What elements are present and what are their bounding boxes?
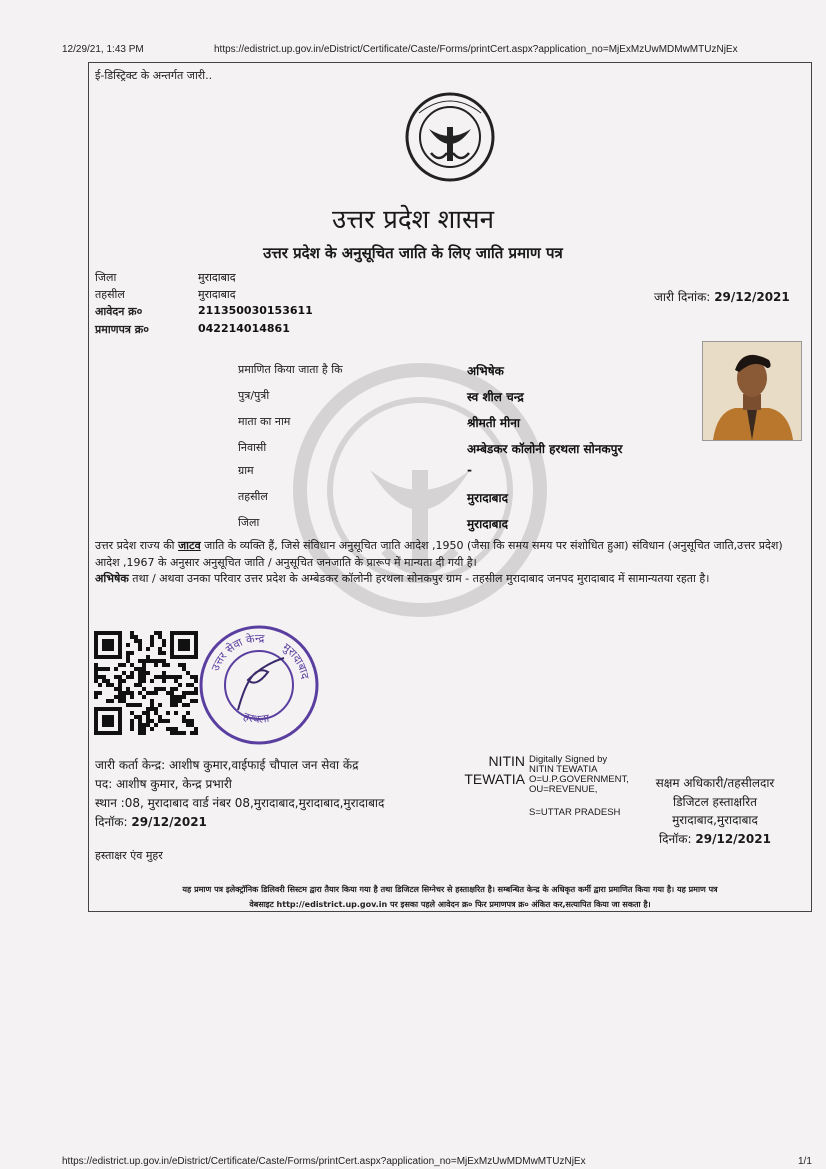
caste-name: जाटव bbox=[178, 539, 201, 552]
tehsil-label: तहसील bbox=[95, 288, 125, 301]
detail-value: मुरादाबाद bbox=[467, 517, 509, 531]
certificate-value: 042214014861 bbox=[198, 322, 290, 335]
authority-date-label: दिनॉक: bbox=[659, 831, 692, 846]
authority-signed: डिजिटल हस्ताक्षरित bbox=[673, 794, 757, 809]
application-value: 211350030153611 bbox=[198, 304, 313, 317]
print-datetime: 12/29/21, 1:43 PM bbox=[62, 44, 144, 55]
signature-line: O=U.P.GOVERNMENT, bbox=[529, 774, 629, 785]
applicant-photo bbox=[702, 341, 802, 441]
paragraph-text-2: जाति के व्यक्ति हैं, जिसे संविधान अनुसूचित जाति आदेश ,1950 (जैसा कि समय समय पर संशोधित हुआ) संविधान (अनुसूचित जाति,उत्तर प्रदेश) आदेश ,1967 के अनुसार अनुसूचित जाति / अनुसूचित जनजाति के प्रारूप में मान्यता दी गयी है। bbox=[95, 539, 783, 569]
print-url: https://edistrict.up.gov.in/eDistrict/Certificate/Caste/Forms/printCert.aspx?application_no=MjExMzUwMDMwMTUzNjEx bbox=[214, 44, 738, 55]
heading-sub: उत्तर प्रदेश के अनुसूचित जाति के लिए जाति प्रमाण पत्र bbox=[263, 244, 563, 262]
print-page-number: 1/1 bbox=[798, 1156, 812, 1167]
authority-place: मुरादाबाद,मुरादाबाद bbox=[672, 813, 758, 827]
issuer-place: स्थान :08, मुरादाबाद वार्ड नंबर 08,मुरादाबाद,मुरादाबाद,मुरादाबाद bbox=[95, 796, 385, 810]
issuer-centre: जारी कर्ता केन्द्र: आशीष कुमार,वाईफाई चौपाल जन सेवा केंद्र bbox=[95, 758, 359, 772]
footer-note-line-2: वेबसाइट http://edistrict.up.gov.in पर इसका पहले आवेदन क्र० फिर प्रमाणपत्र क्र० अंकित कर,सत्यापित किया जा सकता है। bbox=[249, 900, 651, 909]
authority-date-value: 29/12/2021 bbox=[695, 831, 771, 846]
certificate-label: प्रमाणपत्र क्र० bbox=[95, 323, 149, 336]
issuer-date-value: 29/12/2021 bbox=[131, 815, 207, 829]
detail-label: ग्राम bbox=[238, 464, 254, 477]
district-value: मुरादाबाद bbox=[198, 271, 236, 284]
heading-main: उत्तर प्रदेश शासन bbox=[331, 205, 495, 235]
signature-line: OU=REVENUE, bbox=[529, 784, 598, 795]
signature-line: NITIN TEWATIA bbox=[529, 764, 598, 775]
tehsil-value: मुरादाबाद bbox=[198, 288, 236, 301]
up-government-emblem-icon bbox=[401, 91, 499, 183]
detail-value: अभिषेक bbox=[467, 364, 504, 378]
detail-value: श्रीमती मीना bbox=[467, 416, 520, 430]
detail-label: माता का नाम bbox=[238, 415, 291, 428]
stamp-right-text: मुरादाबाद bbox=[280, 640, 312, 681]
district-label: जिला bbox=[95, 271, 117, 284]
issue-date-value: 29/12/2021 bbox=[714, 290, 790, 304]
application-label: आवेदन क्र० bbox=[95, 305, 143, 318]
footer-note bbox=[92, 882, 808, 912]
detail-value: - bbox=[467, 463, 472, 477]
service-centre-stamp bbox=[196, 622, 322, 748]
issued-under-text: ई-डिस्ट्रिक्ट के अन्तर्गत जारी.. bbox=[95, 69, 213, 82]
signer-name: NITIN TEWATIA bbox=[464, 753, 525, 787]
issuer-post: पद: आशीष कुमार, केन्द्र प्रभारी bbox=[95, 777, 232, 791]
paragraph-text-1: उत्तर प्रदेश राज्य की bbox=[95, 539, 179, 552]
detail-label: जिला bbox=[238, 516, 260, 529]
qr-code-icon bbox=[94, 631, 198, 735]
detail-value: स्व शील चन्द्र bbox=[467, 390, 524, 404]
signature-seal-label: हस्ताक्षर एंव मुहर bbox=[95, 849, 163, 862]
footer-note-line-1: यह प्रमाण पत्र इलेक्ट्रॉनिक डिलिवरी सिस्टम द्वारा तैयार किया गया है तथा डिजिटल सिग्नेचर से हस्ताक्षरित है। सम्बन्धित केन्द्र के अधिकृत कर्मी द्वारा प्रमाणित किया गया है। यह प्रमाण पत्र bbox=[182, 885, 718, 894]
authority-block bbox=[640, 774, 790, 848]
stamp-top-text: उत्तर सेवा केन्द्र bbox=[208, 631, 265, 673]
detail-value: अम्बेडकर कॉलोनी हरथला सोनकपुर bbox=[467, 442, 623, 456]
stamp-bottom-text: हरथला bbox=[241, 709, 270, 726]
issuer-block bbox=[95, 756, 384, 832]
signature-icon bbox=[238, 658, 284, 710]
signature-line: Digitally Signed by bbox=[529, 754, 608, 765]
detail-label: पुत्र/पुत्री bbox=[238, 389, 270, 402]
print-footer-url: https://edistrict.up.gov.in/eDistrict/Certificate/Caste/Forms/printCert.aspx?application_no=MjExMzUwMDMwMTUzNjEx bbox=[62, 1156, 586, 1167]
detail-label: तहसील bbox=[238, 490, 268, 503]
detail-label: प्रमाणित किया जाता है कि bbox=[238, 363, 343, 376]
issue-date-label: जारी दिनांक: bbox=[654, 290, 711, 304]
paragraph-text-3: तथा / अथवा उनका परिवार उत्तर प्रदेश के अम्बेडकर कॉलोनी हरथला सोनकपुर ग्राम - तहसील मुरादाबाद जनपद मुरादाबाद में सामान्यतया रहता है। bbox=[128, 572, 710, 585]
authority-title: सक्षम अधिकारी/तहसीलदार bbox=[655, 776, 775, 790]
signature-state: S=UTTAR PRADESH bbox=[529, 807, 621, 818]
issue-date bbox=[654, 288, 790, 305]
detail-label: निवासी bbox=[238, 441, 267, 454]
detail-value: मुरादाबाद bbox=[467, 491, 509, 505]
applicant-name: अभिषेक bbox=[95, 572, 129, 585]
issuer-date-label: दिनॉक: bbox=[95, 815, 128, 829]
certification-paragraph bbox=[95, 538, 807, 588]
digital-signature-details bbox=[529, 755, 629, 795]
